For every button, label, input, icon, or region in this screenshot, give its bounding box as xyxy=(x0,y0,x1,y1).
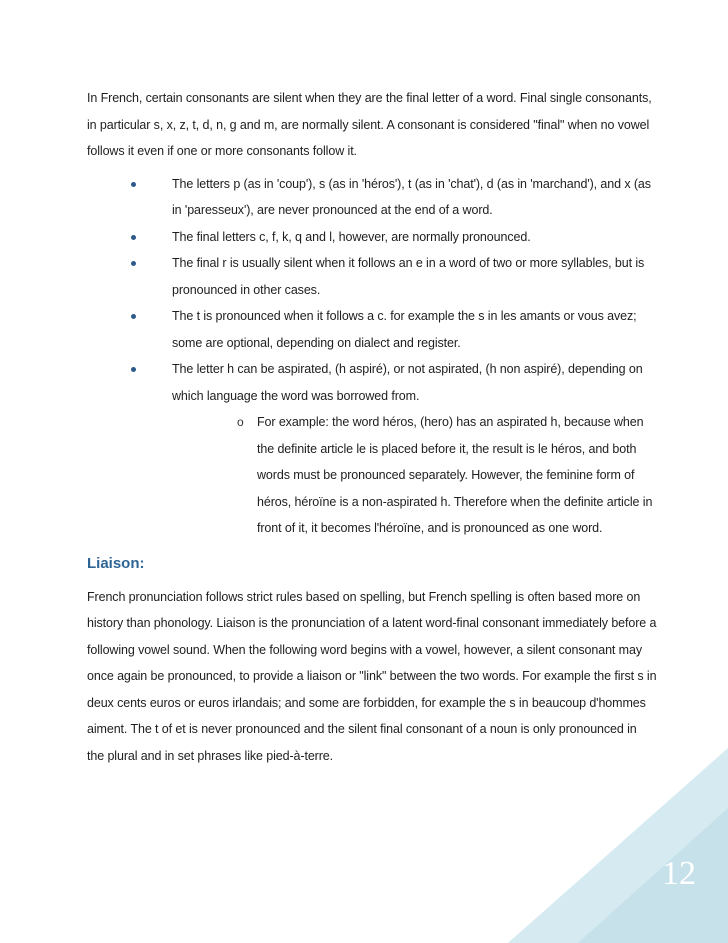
list-item xyxy=(87,250,657,303)
bullet-icon xyxy=(131,182,136,187)
page-number: 12 xyxy=(662,855,696,892)
circle-bullet-icon: o xyxy=(237,415,244,429)
liaison-paragraph: French pronunciation follows strict rules based on spelling, but French spelling is often based more on history than phonology. Liaison is the pronunciation of a latent word-final consonant immediately before a following vowel sound. When the following word begins with a vowel, however, a silent consonant may once again be pronounced, to provide a liaison or "link" between the two words. For example the first s in deux cents euros or euros irlandais; and some are forbidden, for example the s in beaucoup d'hommes aiment. The t of et is never pronounced and the silent final consonant of a noun is only pronounced in the plural and in set phrases like pied-à-terre. xyxy=(87,589,657,763)
list-item xyxy=(87,224,657,251)
intro-paragraph: In French, certain consonants are silent when they are the final letter of a word. Final single consonants, in particular s, x, z, t, d, n, g and m, are normally silent. A consonant is considered "final" when no vowel follows it even if one or more consonants follow it. xyxy=(87,91,652,158)
list-item xyxy=(87,171,657,224)
list-item xyxy=(87,356,657,542)
list-item-text: The letter h can be aspirated, (h aspiré), or not aspirated, (h non aspiré), depending on which language the word was borrowed from. xyxy=(172,362,643,403)
sub-list xyxy=(172,409,657,542)
list-item-text: The letters p (as in 'coup'), s (as in 'héros'), t (as in 'chat'), d (as in 'marchand'), and x (as in 'paresseux'), are never pronounced at the end of a word. xyxy=(172,176,651,217)
bullet-icon xyxy=(131,261,136,266)
bullet-icon xyxy=(131,314,136,319)
page-content xyxy=(87,85,657,769)
section-heading-liaison: Liaison: xyxy=(87,554,145,572)
list-item-text: The t is pronounced when it follows a c. for example the s in les amants or vous avez; some are optional, depending on dialect and register. xyxy=(172,309,637,350)
corner-decoration xyxy=(508,748,728,943)
bullet-icon xyxy=(131,367,136,372)
bullet-icon xyxy=(131,235,136,240)
consonant-rules-list xyxy=(87,171,657,542)
sub-list-item xyxy=(172,409,657,542)
list-item-text: The final letters c, f, k, q and l, however, are normally pronounced. xyxy=(172,229,531,244)
sub-list-item-text: For example: the word héros, (hero) has an aspirated h, because when the definite article le is placed before it, the result is le héros, and both words must be pronounced separately. However, the feminine form of héros, héroïne is a non-aspirated h. Therefore when the definite article in front of it, it becomes l'héroïne, and is pronounced as one word. xyxy=(257,415,653,535)
list-item-text: The final r is usually silent when it follows an e in a word of two or more syllables, but is pronounced in other cases. xyxy=(172,256,645,297)
list-item xyxy=(87,303,657,356)
